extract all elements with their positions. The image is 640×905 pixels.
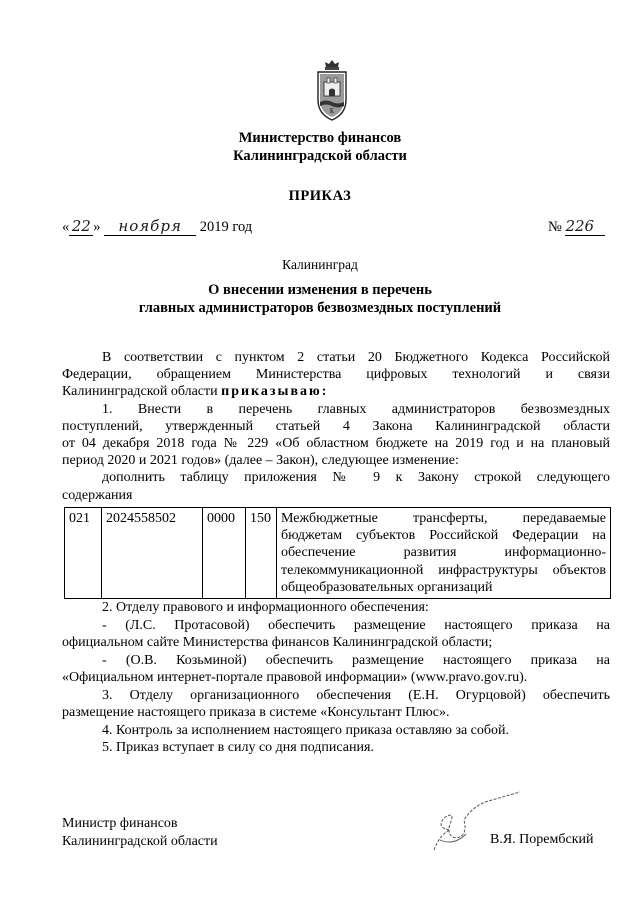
number-value: 226 [565, 217, 605, 236]
table-cell-subcode: 0000 [203, 508, 246, 599]
date-close-quote: » [93, 219, 101, 235]
date-year: 2019 год [199, 219, 253, 235]
signatory-name: В.Я. Порембский [490, 832, 594, 847]
handwritten-signature [420, 790, 530, 860]
paragraph-2-line1: 1. Внести в перечень главных администраторов безвозмездных [102, 401, 610, 417]
signatory-title [62, 815, 218, 850]
ministry-name-line2: Калининградской области [233, 148, 407, 164]
city: Калининград [282, 257, 358, 272]
item-3-line1: 3. Отделу организационного обеспечения (Е.Н. Огурцовой) обеспечить [102, 687, 610, 703]
order-verb: приказываю: [221, 384, 329, 400]
paragraph-2-line3: от 04 декабря 2018 года № 229 «Об областном бюджете на 2019 год и на плановый [62, 436, 610, 452]
date-month: ноября [104, 217, 196, 236]
signatory-title-line2: Калининградской области [62, 833, 218, 849]
order-title: ПРИКАЗ [288, 188, 352, 204]
paragraph-1-line1: В соответствии с пунктом 2 статьи 20 Бюджетного Кодекса Российской [102, 350, 610, 365]
svg-text:K: K [329, 108, 335, 115]
table-cell-type: 150 [246, 508, 277, 599]
item-2: 2. Отделу правового и информационного обеспечения: [102, 600, 429, 615]
order-number [548, 217, 605, 236]
order-body [62, 349, 610, 504]
paragraph-3-line1: дополнить таблицу приложения № 9 к Закону строкой следующего [102, 470, 610, 486]
paragraph-2-line2: поступлений, утвержденный статьей 4 Закона Калининградской области [62, 418, 610, 434]
date-open-quote: « [62, 219, 70, 235]
item-2b-line1: - (О.В. Козьминой) обеспечить размещение настоящего приказа на [102, 652, 610, 668]
table-cell-kbk: 2024558502 [102, 508, 203, 599]
item-4: 4. Контроль за исполнением настоящего приказа оставляю за собой. [102, 722, 510, 738]
item-2b-line2: «Официальном интернет-портале правовой информации» (www.pravo.gov.ru). [62, 670, 528, 685]
date-day: 22 [69, 217, 93, 236]
ministry-name-line1: Министерство финансов [238, 130, 402, 146]
signatory-title-line1: Министр финансов [62, 816, 178, 831]
paragraph-3-line2: содержания [62, 487, 133, 503]
paragraph-2-line4: период 2020 и 2021 годов» (далее – Закон), следующее изменение: [62, 453, 459, 469]
appendix-table [64, 507, 611, 599]
paragraph-1-line2: Федерации, обращением Министерства цифровых технологий и связи [62, 367, 610, 383]
number-prefix: № [548, 219, 562, 235]
paragraph-1-line3 [62, 383, 610, 400]
order-date [62, 217, 252, 239]
subject-line2: главных администраторов безвозмездных поступлений [138, 300, 502, 316]
item-2a-line2: официальном сайте Министерства финансов Калининградской области; [62, 635, 493, 650]
coat-of-arms-emblem [312, 58, 352, 122]
item-5: 5. Приказ вступает в силу со дня подписания. [102, 740, 374, 755]
paragraph-1-line3-start: Калининградской области [62, 384, 222, 400]
table-cell-description: Межбюджетные трансферты, передаваемые бюджетам субъектов Российской Федерации на обеспечение развития информационно-телекоммуникационной инфраструктуры объектов общеобразовательных организаций [277, 508, 611, 599]
item-2a-line1: - (Л.С. Протасовой) обеспечить размещение настоящего приказа на [102, 617, 610, 633]
table-cell-code: 021 [65, 508, 102, 599]
order-items [62, 599, 610, 757]
order-subject [0, 281, 640, 317]
item-3-line2: размещение настоящего приказа в системе «Консультант Плюс». [62, 705, 450, 720]
table-row [65, 508, 611, 599]
subject-line1: О внесении изменения в перечень [208, 282, 432, 298]
